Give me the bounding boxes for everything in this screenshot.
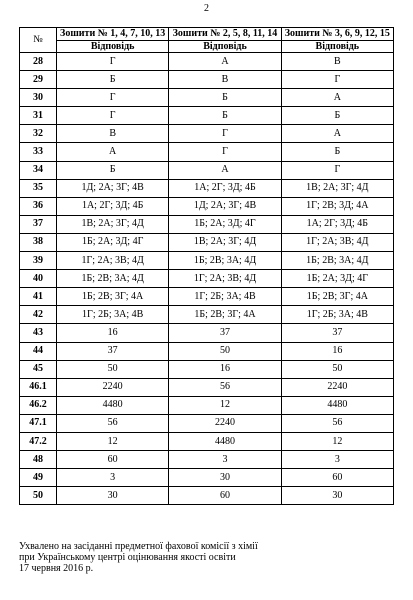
answer-cell-variant-1: Г <box>57 53 169 71</box>
answer-cell-variant-2: 60 <box>169 487 281 505</box>
question-number: 33 <box>20 143 57 161</box>
table-row <box>20 432 394 450</box>
answer-cell-variant-1: 2240 <box>57 378 169 396</box>
answer-cell-variant-1: 4480 <box>57 396 169 414</box>
answer-cell-variant-1: Б <box>57 71 169 89</box>
answer-cell-variant-1: 1Б; 2В; 3А; 4Д <box>57 270 169 288</box>
question-number: 29 <box>20 71 57 89</box>
answer-cell-variant-2: В <box>169 71 281 89</box>
table-row <box>20 53 394 71</box>
answer-cell-variant-1: 16 <box>57 324 169 342</box>
table-row <box>20 306 394 324</box>
answer-cell-variant-3: 1Б; 2В; 3Г; 4А <box>281 288 393 306</box>
answer-cell-variant-1: 12 <box>57 432 169 450</box>
approval-date: 17 червня 2016 р. <box>19 563 94 574</box>
question-number: 43 <box>20 324 57 342</box>
answer-table <box>19 27 394 505</box>
answer-cell-variant-2: 56 <box>169 378 281 396</box>
answer-header-3: Відповідь <box>281 41 393 53</box>
answer-cell-variant-3: 30 <box>281 487 393 505</box>
table-row <box>20 360 394 378</box>
answer-cell-variant-2: 3 <box>169 451 281 469</box>
answer-cell-variant-2: Г <box>169 125 281 143</box>
answer-cell-variant-3: А <box>281 125 393 143</box>
answer-cell-variant-1: Г <box>57 89 169 107</box>
answer-cell-variant-3: 1Б; 2А; 3Д; 4Г <box>281 270 393 288</box>
answer-cell-variant-1: 30 <box>57 487 169 505</box>
answer-cell-variant-2: 1Б; 2В; 3А; 4Д <box>169 252 281 270</box>
answer-cell-variant-1: В <box>57 125 169 143</box>
table-row <box>20 469 394 487</box>
answer-header-2: Відповідь <box>169 41 281 53</box>
variant-header-2: Зошити № 2, 5, 8, 11, 14 <box>169 28 281 41</box>
answer-cell-variant-3: 1А; 2Г; 3Д; 4Б <box>281 215 393 233</box>
answer-cell-variant-2: А <box>169 53 281 71</box>
page-number: 2 <box>204 3 209 14</box>
variant-header-1: Зошити № 1, 4, 7, 10, 13 <box>57 28 169 41</box>
answer-cell-variant-2: 1В; 2А; 3Г; 4Д <box>169 233 281 251</box>
table-row <box>20 179 394 197</box>
table-row <box>20 143 394 161</box>
table-row <box>20 451 394 469</box>
table-row <box>20 233 394 251</box>
answer-cell-variant-3: Б <box>281 107 393 125</box>
question-number: 37 <box>20 215 57 233</box>
question-number: 38 <box>20 233 57 251</box>
table-row <box>20 125 394 143</box>
table-row <box>20 270 394 288</box>
answer-cell-variant-1: 1В; 2А; 3Г; 4Д <box>57 215 169 233</box>
approval-line-2: при Українському центрі оцінювання якості освіти <box>19 552 236 563</box>
answer-cell-variant-2: Г <box>169 143 281 161</box>
question-number: 35 <box>20 179 57 197</box>
answer-cell-variant-3: 2240 <box>281 378 393 396</box>
answer-cell-variant-2: 4480 <box>169 432 281 450</box>
answer-cell-variant-2: 30 <box>169 469 281 487</box>
answer-cell-variant-2: 1Г; 2А; 3В; 4Д <box>169 270 281 288</box>
table-row <box>20 161 394 179</box>
answer-cell-variant-3: 3 <box>281 451 393 469</box>
question-number: 30 <box>20 89 57 107</box>
table-row <box>20 342 394 360</box>
question-number: 44 <box>20 342 57 360</box>
answer-cell-variant-2: 1Д; 2А; 3Г; 4В <box>169 197 281 215</box>
answer-cell-variant-2: 1Г; 2Б; 3А; 4В <box>169 288 281 306</box>
question-number: 45 <box>20 360 57 378</box>
answer-cell-variant-3: Б <box>281 143 393 161</box>
approval-note <box>19 541 258 574</box>
question-number: 47.2 <box>20 432 57 450</box>
answer-cell-variant-1: 37 <box>57 342 169 360</box>
answer-cell-variant-1: 56 <box>57 414 169 432</box>
answer-cell-variant-2: 1Б; 2В; 3Г; 4А <box>169 306 281 324</box>
table-row <box>20 487 394 505</box>
table-row <box>20 288 394 306</box>
question-number: 34 <box>20 161 57 179</box>
answer-cell-variant-1: 1Г; 2А; 3В; 4Д <box>57 252 169 270</box>
answer-cell-variant-3: 1В; 2А; 3Г; 4Д <box>281 179 393 197</box>
answer-cell-variant-3: 60 <box>281 469 393 487</box>
answer-cell-variant-2: 16 <box>169 360 281 378</box>
answer-cell-variant-3: Г <box>281 161 393 179</box>
answer-cell-variant-1: 1Б; 2А; 3Д; 4Г <box>57 233 169 251</box>
answer-header-1: Відповідь <box>57 41 169 53</box>
question-number: 46.2 <box>20 396 57 414</box>
answer-cell-variant-1: Г <box>57 107 169 125</box>
answer-cell-variant-2: 1А; 2Г; 3Д; 4Б <box>169 179 281 197</box>
answer-cell-variant-1: 50 <box>57 360 169 378</box>
question-number: 32 <box>20 125 57 143</box>
answer-cell-variant-2: А <box>169 161 281 179</box>
question-number: 48 <box>20 451 57 469</box>
answer-cell-variant-3: А <box>281 89 393 107</box>
answer-cell-variant-3: 1Г; 2В; 3Д; 4А <box>281 197 393 215</box>
answer-cell-variant-2: 37 <box>169 324 281 342</box>
answer-cell-variant-1: 1Г; 2Б; 3А; 4В <box>57 306 169 324</box>
answer-cell-variant-2: 12 <box>169 396 281 414</box>
question-number: 49 <box>20 469 57 487</box>
table-row <box>20 324 394 342</box>
table-row <box>20 414 394 432</box>
answer-cell-variant-3: 50 <box>281 360 393 378</box>
answer-cell-variant-3: 1Г; 2Б; 3А; 4В <box>281 306 393 324</box>
answer-cell-variant-3: 56 <box>281 414 393 432</box>
question-number: 47.1 <box>20 414 57 432</box>
table-row <box>20 89 394 107</box>
question-number: 46.1 <box>20 378 57 396</box>
question-number: 41 <box>20 288 57 306</box>
table-row <box>20 107 394 125</box>
answer-cell-variant-1: 1Д; 2А; 3Г; 4В <box>57 179 169 197</box>
answer-cell-variant-3: Г <box>281 71 393 89</box>
answer-cell-variant-1: 1А; 2Г; 3Д; 4Б <box>57 197 169 215</box>
question-number: 50 <box>20 487 57 505</box>
answer-cell-variant-2: 2240 <box>169 414 281 432</box>
answer-cell-variant-3: 1Г; 2А; 3В; 4Д <box>281 233 393 251</box>
answer-cell-variant-1: 3 <box>57 469 169 487</box>
question-number: 40 <box>20 270 57 288</box>
table-row <box>20 71 394 89</box>
answer-cell-variant-1: Б <box>57 161 169 179</box>
question-number: 31 <box>20 107 57 125</box>
answer-cell-variant-2: 1Б; 2А; 3Д; 4Г <box>169 215 281 233</box>
question-number: 39 <box>20 252 57 270</box>
answer-cell-variant-3: В <box>281 53 393 71</box>
answer-cell-variant-1: А <box>57 143 169 161</box>
answer-cell-variant-3: 37 <box>281 324 393 342</box>
table-row <box>20 396 394 414</box>
question-number: 36 <box>20 197 57 215</box>
table-row <box>20 197 394 215</box>
answer-rows <box>20 53 394 505</box>
approval-line-1: Ухвалено на засіданні предметної фахової комісії з хімії <box>19 541 258 552</box>
table-row <box>20 378 394 396</box>
answer-cell-variant-1: 1Б; 2В; 3Г; 4А <box>57 288 169 306</box>
number-column-header: № <box>20 28 57 53</box>
answer-cell-variant-2: Б <box>169 89 281 107</box>
question-number: 28 <box>20 53 57 71</box>
answer-cell-variant-2: Б <box>169 107 281 125</box>
answer-cell-variant-2: 50 <box>169 342 281 360</box>
answer-cell-variant-3: 4480 <box>281 396 393 414</box>
answer-cell-variant-3: 1Б; 2В; 3А; 4Д <box>281 252 393 270</box>
question-number: 42 <box>20 306 57 324</box>
answer-cell-variant-3: 12 <box>281 432 393 450</box>
variant-header-3: Зошити № 3, 6, 9, 12, 15 <box>281 28 393 41</box>
table-row <box>20 215 394 233</box>
table-row <box>20 252 394 270</box>
answer-cell-variant-3: 16 <box>281 342 393 360</box>
answer-cell-variant-1: 60 <box>57 451 169 469</box>
